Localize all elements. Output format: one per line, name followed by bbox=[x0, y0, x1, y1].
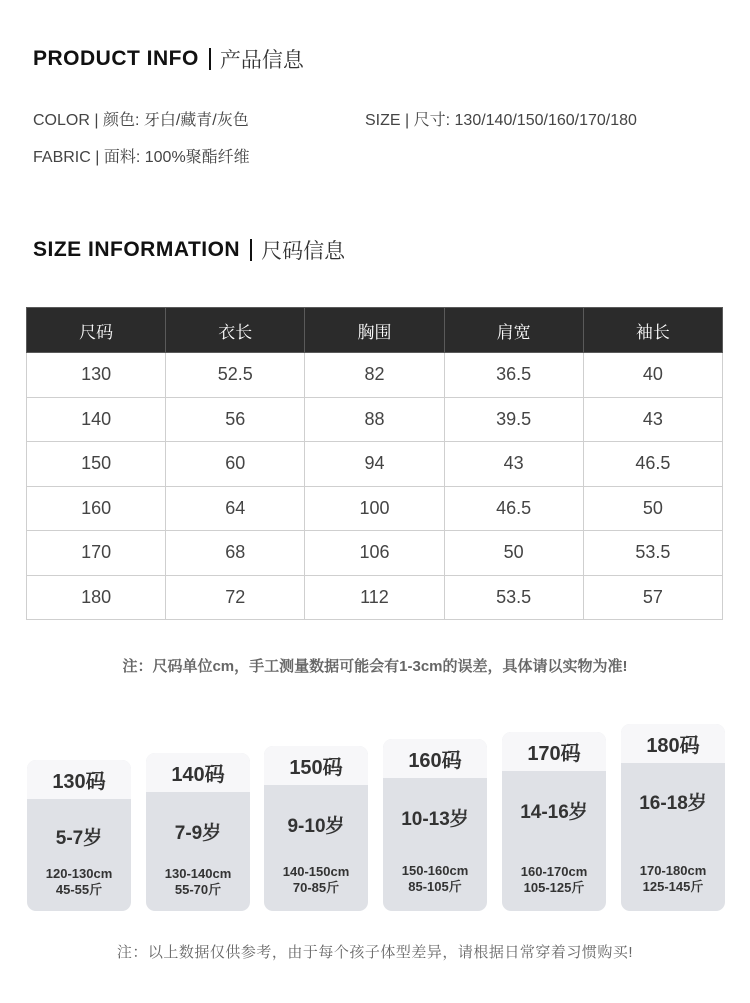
fabric-info bbox=[33, 144, 250, 167]
header-sleeve: 袖长 bbox=[583, 308, 722, 353]
card-height: 130-140cm bbox=[164, 866, 232, 881]
header-shoulder: 肩宽 bbox=[444, 308, 583, 353]
table-row bbox=[27, 442, 723, 487]
card-size: 130码 bbox=[27, 760, 131, 799]
size-card-180 bbox=[621, 724, 725, 911]
header-size: 尺码 bbox=[27, 308, 166, 353]
card-height: 150-160cm bbox=[401, 863, 469, 878]
card-age: 16-18岁 bbox=[639, 793, 707, 814]
card-weight: 105-125斤 bbox=[523, 880, 585, 895]
table-cell: 100 bbox=[305, 486, 444, 531]
card-age: 7-9岁 bbox=[174, 823, 222, 844]
size-card-130 bbox=[27, 760, 131, 911]
table-cell: 53.5 bbox=[583, 531, 722, 576]
table-cell: 39.5 bbox=[444, 397, 583, 442]
product-info-title-zh: 产品信息 bbox=[219, 49, 304, 72]
card-age: 14-16岁 bbox=[520, 802, 588, 823]
table-row bbox=[27, 531, 723, 576]
product-info-title-en: PRODUCT INFO bbox=[33, 47, 199, 70]
card-weight: 125-145斤 bbox=[642, 879, 704, 894]
product-info-heading bbox=[33, 44, 304, 74]
table-cell: 46.5 bbox=[444, 486, 583, 531]
table-cell: 53.5 bbox=[444, 575, 583, 620]
table-cell: 170 bbox=[27, 531, 166, 576]
table-cell: 52.5 bbox=[166, 353, 305, 398]
table-cell: 50 bbox=[583, 486, 722, 531]
card-age: 9-10岁 bbox=[287, 816, 345, 837]
heading-divider bbox=[250, 239, 252, 261]
card-age: 10-13岁 bbox=[401, 809, 469, 830]
fabric-label: FABRIC | 面料: bbox=[33, 149, 141, 166]
table-cell: 46.5 bbox=[583, 442, 722, 487]
size-card-150 bbox=[264, 746, 368, 911]
fabric-value: 100%聚酯纤维 bbox=[144, 149, 250, 166]
card-size: 170码 bbox=[502, 732, 606, 771]
size-info bbox=[365, 107, 637, 130]
table-cell: 68 bbox=[166, 531, 305, 576]
card-size: 160码 bbox=[383, 739, 487, 778]
size-label: SIZE | 尺寸: bbox=[365, 112, 451, 129]
card-size: 140码 bbox=[146, 753, 250, 792]
card-weight: 55-70斤 bbox=[174, 882, 222, 897]
table-row bbox=[27, 353, 723, 398]
table-cell: 150 bbox=[27, 442, 166, 487]
card-weight: 85-105斤 bbox=[408, 879, 462, 894]
size-card-140 bbox=[146, 753, 250, 911]
table-cell: 130 bbox=[27, 353, 166, 398]
table-cell: 56 bbox=[166, 397, 305, 442]
size-value: 130/140/150/160/170/180 bbox=[454, 112, 637, 129]
reference-note: 注：以上数据仅供参考，由于每个孩子体型差异，请根据日常穿着习惯购买! bbox=[116, 944, 634, 961]
card-height: 170-180cm bbox=[639, 863, 707, 878]
table-row bbox=[27, 397, 723, 442]
header-length: 衣长 bbox=[166, 308, 305, 353]
heading-divider bbox=[209, 48, 211, 70]
table-row bbox=[27, 575, 723, 620]
table-cell: 140 bbox=[27, 397, 166, 442]
header-chest: 胸围 bbox=[305, 308, 444, 353]
table-cell: 82 bbox=[305, 353, 444, 398]
color-label: COLOR | 颜色: bbox=[33, 112, 140, 129]
size-card-160 bbox=[383, 739, 487, 911]
table-cell: 43 bbox=[583, 397, 722, 442]
color-info bbox=[33, 107, 249, 130]
table-cell: 40 bbox=[583, 353, 722, 398]
size-card-170 bbox=[502, 732, 606, 911]
table-cell: 72 bbox=[166, 575, 305, 620]
size-information-title-zh: 尺码信息 bbox=[261, 240, 346, 263]
size-information-title-en: SIZE INFORMATION bbox=[33, 238, 241, 261]
table-cell: 180 bbox=[27, 575, 166, 620]
card-height: 120-130cm bbox=[45, 866, 113, 881]
table-cell: 160 bbox=[27, 486, 166, 531]
size-table bbox=[26, 307, 723, 620]
table-cell: 36.5 bbox=[444, 353, 583, 398]
table-cell: 60 bbox=[166, 442, 305, 487]
color-value: 牙白/藏青/灰色 bbox=[143, 112, 249, 129]
measurement-note: 注：尺码单位cm，手工测量数据可能会有1-3cm的误差，具体请以实物为准! bbox=[122, 658, 628, 675]
card-age: 5-7岁 bbox=[55, 828, 103, 849]
size-information-heading bbox=[33, 235, 345, 265]
table-cell: 88 bbox=[305, 397, 444, 442]
table-row bbox=[27, 486, 723, 531]
table-cell: 64 bbox=[166, 486, 305, 531]
card-height: 140-150cm bbox=[282, 864, 350, 879]
table-cell: 106 bbox=[305, 531, 444, 576]
card-size: 150码 bbox=[264, 746, 368, 785]
table-cell: 112 bbox=[305, 575, 444, 620]
table-cell: 94 bbox=[305, 442, 444, 487]
card-size: 180码 bbox=[621, 724, 725, 763]
table-cell: 43 bbox=[444, 442, 583, 487]
table-cell: 57 bbox=[583, 575, 722, 620]
table-header-row bbox=[27, 308, 723, 353]
card-weight: 45-55斤 bbox=[55, 882, 103, 897]
table-cell: 50 bbox=[444, 531, 583, 576]
card-weight: 70-85斤 bbox=[292, 880, 340, 895]
card-height: 160-170cm bbox=[520, 864, 588, 879]
